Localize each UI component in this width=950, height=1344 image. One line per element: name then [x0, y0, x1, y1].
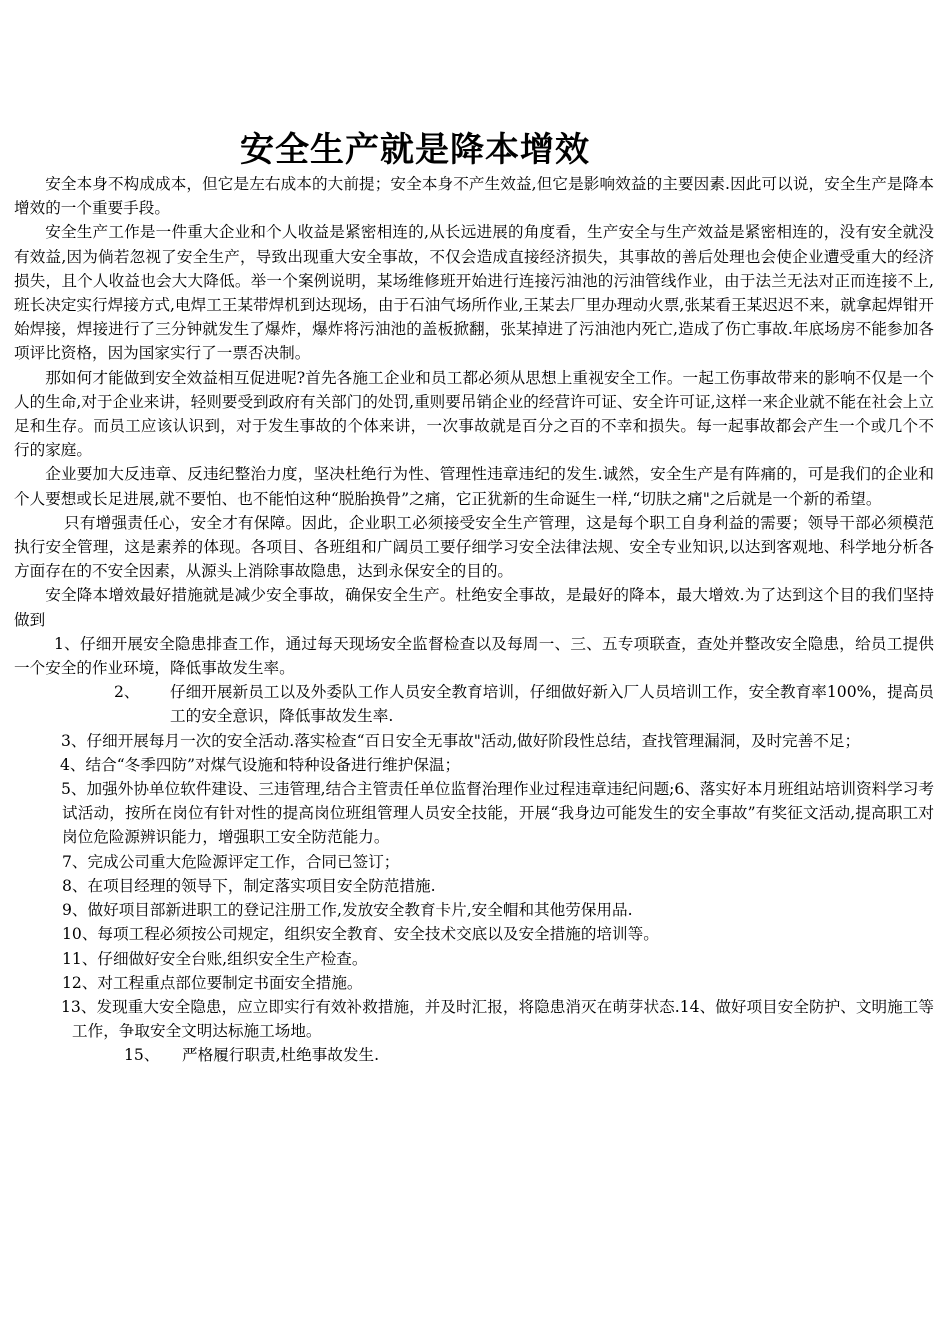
- paragraph-measures-intro: 安全降本增效最好措施就是减少安全事故，确保安全生产。杜绝安全事故，是最好的降本，最大增效.为了达到这个目的我们坚持做到: [14, 586, 934, 629]
- list-item-13-14: 13、发现重大安全隐患，应立即实行有效补救措施，并及时汇报，将隐患消灭在萌芽状态.14、做好项目安全防护、文明施工等工作，争取安全文明达标施工场地。: [61, 997, 934, 1041]
- paragraph-intro: 安全本身不构成成本，但它是左右成本的大前提；安全本身不产生效益,但它是影响效益的主要因素.因此可以说，安全生产是降本增效的一个重要手段。: [14, 175, 934, 218]
- list-item-12: 12、对工程重点部位要制定书面安全措施。: [62, 973, 363, 992]
- measures-list: [14, 632, 934, 1068]
- list-item-15: [14, 1043, 934, 1067]
- paragraph-responsibility: 只有增强责任心，安全才有保障。因此，企业职工必须接受安全生产管理，这是每个职工自身利益的需要；领导干部必须模范执行安全管理，这是素养的体现。各项目、各班组和广阔员工要仔细学习安全法律法规、安全专业知识,以达到客观地、科学地分析各方面存在的不安全因素，从源头上消除事故隐患，达到永保安全的目的。: [14, 513, 934, 581]
- list-item-5-6: 5、加强外协单位软件建设、三违管理,结合主管责任单位监督治理作业过程违章违纪问题;6、落实好本月班组站培训资料学习考试活动，按所在岗位有针对性的提高岗位班组管理人员安全技能，开展“我身边可能发生的安全事故”有奖征文活动,提高职工对岗位危险源辨识能力，增强职工安全防范能力。: [61, 780, 934, 847]
- list-item-number: 2、: [114, 683, 140, 702]
- list-item-3: 3、仔细开展每月一次的安全活动.落实检查“百日安全无事故"活动,做好阶段性总结，查找管理漏洞，及时完善不足；: [61, 731, 861, 750]
- list-item-9: 9、做好项目部新进职工的登记注册工作,发放安全教育卡片,安全帽和其他劳保用品.: [62, 901, 633, 920]
- list-item-text: 仔细开展新员工以及外委队工作人员安全教育培训，仔细做好新入厂人员培训工作，安全教育率100%，提高员工的安全意识，降低事故发生率.: [170, 683, 934, 726]
- list-item-2: [14, 680, 934, 728]
- paragraph-anti-violation: 企业要加大反违章、反违纪整治力度，坚决杜绝行为性、管理性违章违纪的发生.诚然，安全生产是有阵痛的，可是我们的企业和个人要想或长足进展,就不要怕、也不能怕这种“脱胎换骨”之痛，它正犹新的生命诞生一样,“切肤之痛"之后就是一个新的希望。: [14, 465, 934, 508]
- list-item-number: 15、: [124, 1046, 160, 1065]
- list-item-4: 4、结合“冬季四防”对煤气设施和特种设备进行维护保温；: [60, 755, 461, 774]
- paragraph-case-study: 安全生产工作是一件重大企业和个人收益是紧密相连的,从长远进展的角度看，生产安全与生产效益是紧密相连的，没有安全就没有效益,因为倘若忽视了安全生产，导致出现重大安全事故，不仅会造成直接经济损失，其事故的善后处理也会使企业遭受重大的经济损失，且个人收益也会大大降低。举一个案例说明，某场维修班开始进行连接污油池的污油管线作业，由于法兰无法对正而连接不上,班长决定实行焊接方式,电焊工王某带焊机到达现场，由于石油气场所作业,王某去厂里办理动火票,张某看王某迟迟不来，就拿起焊钳开始焊接，焊接进行了三分钟就发生了爆炸，爆炸将污油池的盖板掀翻，张某掉进了污油池内死亡,造成了伤亡事故.年底场房不能参加各项评比资格，因为国家实行了一票否决制。: [14, 223, 934, 363]
- list-item-text: 严格履行职责,杜绝事故发生.: [182, 1046, 380, 1065]
- list-item-7: 7、完成公司重大危险源评定工作，合同已签订；: [62, 852, 400, 871]
- list-item-11: 11、仔细做好安全台账,组织安全生产检查。: [62, 949, 368, 968]
- list-item-10: 10、每项工程必须按公司规定，组织安全教育、安全技术交底以及安全措施的培训等。: [62, 925, 659, 944]
- document-title: 安全生产就是降本增效: [240, 130, 590, 170]
- list-item-8: 8、在项目经理的领导下，制定落实项目安全防范措施.: [62, 876, 436, 895]
- list-item-1: 1、仔细开展安全隐患排查工作，通过每天现场安全监督检查以及每周一、三、五专项联查，查处并整改安全隐患，给员工提供一个安全的作业环境，降低事故发生率。: [14, 634, 934, 678]
- paragraph-mutual-promotion: 那如何才能做到安全效益相互促进呢?首先各施工企业和员工都必须从思想上重视安全工作。一起工伤事故带来的影响不仅是一个人的生命,对于企业来讲，轻则要受到政府有关部门的处罚,重则要吊销企业的经营许可证、安全许可证,这样一来企业就不能在社会上立足和生存。而员工应该认识到，对于发生事故的个体来讲，一次事故就是百分之百的不幸和损失。每一起事故都会产生一个或几个不行的家庭。: [14, 368, 934, 460]
- document-page: [14, 128, 934, 1068]
